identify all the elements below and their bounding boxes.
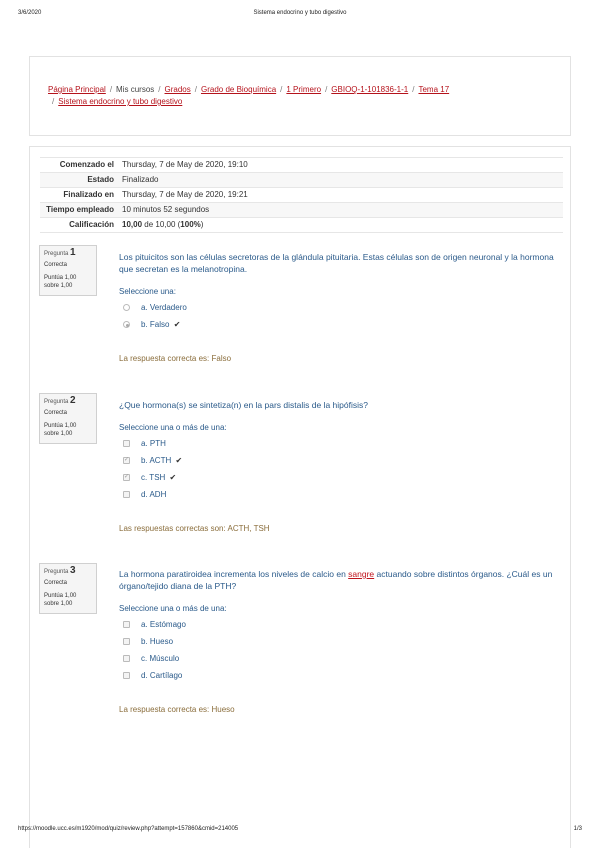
breadcrumb-home-link[interactable]: Página Principal [48, 85, 106, 94]
checkbox[interactable] [123, 457, 130, 464]
option-label: b. Falso [141, 320, 170, 329]
checkbox[interactable] [123, 672, 130, 679]
answer-option[interactable] [119, 455, 559, 472]
right-answer: Las respuestas correctas son: ACTH, TSH [119, 524, 270, 533]
grade-close: ) [200, 220, 204, 229]
checkbox[interactable] [123, 474, 130, 481]
answer-option[interactable] [119, 302, 559, 319]
answer-option[interactable] [119, 319, 559, 336]
breadcrumb-separator: / [412, 85, 415, 94]
checkbox[interactable] [123, 655, 130, 662]
quiz-review-panel [29, 146, 571, 848]
right-answer: La respuesta correcta es: Falso [119, 354, 232, 363]
breadcrumb-degree-link[interactable]: Grado de Bioquímica [200, 85, 277, 94]
option-label: a. PTH [141, 439, 166, 448]
question-label: Pregunta [44, 251, 69, 257]
question-mark: Puntúa 1,00 sobre 1,00 [44, 593, 77, 607]
print-date: 3/6/2020 [18, 10, 42, 16]
question-prompt: Seleccione una o más de una: [119, 604, 227, 613]
summary-row-finished [40, 188, 563, 203]
grade-score: 10,00 [122, 220, 143, 229]
summary-row-time [40, 203, 563, 218]
correct-check-icon: ✔ [169, 473, 177, 482]
question-content-1 [119, 251, 559, 363]
breadcrumb-separator: / [194, 85, 197, 94]
breadcrumb-panel [29, 56, 571, 136]
question-label: Pregunta [44, 399, 69, 405]
question-prompt: Seleccione una o más de una: [119, 423, 227, 432]
question-mark: Puntúa 1,00 sobre 1,00 [44, 275, 77, 289]
breadcrumb-grades-link[interactable]: Grados [164, 85, 191, 94]
summary-value: Thursday, 7 de May de 2020, 19:10 [118, 158, 563, 173]
highlighted-word: sangre [348, 569, 375, 579]
breadcrumb-course-link[interactable]: GBIOQ-1-101836-1-1 [331, 85, 409, 94]
checkbox[interactable] [123, 491, 130, 498]
radio-button[interactable] [123, 304, 130, 311]
answer-options [119, 619, 559, 687]
summary-row-grade [40, 218, 563, 233]
option-label: c. TSH [141, 473, 166, 482]
question-state: Correcta [44, 580, 68, 586]
answer-option[interactable] [119, 636, 559, 653]
option-label: a. Verdadero [141, 303, 187, 312]
question-text: ¿Que hormona(s) se sintetiza(n) en la pars distalis de la hipófisis? [119, 400, 368, 410]
option-label: d. Cartílago [141, 671, 183, 680]
summary-value: 10 minutos 52 segundos [118, 203, 563, 218]
answer-option[interactable] [119, 619, 559, 636]
print-header [18, 10, 582, 20]
right-answer: La respuesta correcta es: Hueso [119, 705, 235, 714]
question-info-3 [39, 563, 97, 614]
answer-option[interactable] [119, 472, 559, 489]
breadcrumb-separator: / [52, 97, 55, 106]
question-info-1 [39, 245, 97, 296]
correct-check-icon: ✔ [173, 320, 181, 329]
correct-check-icon: ✔ [175, 456, 183, 465]
answer-option[interactable] [119, 653, 559, 670]
checkbox[interactable] [123, 440, 130, 447]
answer-option[interactable] [119, 670, 559, 687]
question-state: Correcta [44, 262, 68, 268]
summary-value: Thursday, 7 de May de 2020, 19:21 [118, 188, 563, 203]
breadcrumb-year-link[interactable]: 1 Primero [286, 85, 322, 94]
summary-value [118, 218, 563, 233]
option-label: d. ADH [141, 490, 167, 499]
summary-label: Comenzado el [40, 158, 118, 173]
answer-options [119, 438, 559, 506]
summary-label: Estado [40, 173, 118, 188]
question-content-2 [119, 399, 559, 533]
breadcrumb-separator: / [109, 85, 113, 94]
breadcrumb-my-courses: Mis cursos [116, 85, 155, 94]
question-number: 3 [70, 565, 76, 576]
grade-of: de 10,00 ( [144, 220, 181, 229]
question-text [119, 568, 559, 592]
grade-percent: 100% [180, 220, 201, 229]
summary-row-started [40, 158, 563, 173]
breadcrumb [48, 84, 548, 108]
breadcrumb-separator: / [158, 85, 161, 94]
checkbox[interactable] [123, 638, 130, 645]
option-label: c. Músculo [141, 654, 180, 663]
option-label: b. ACTH [141, 456, 172, 465]
option-label: a. Estómago [141, 620, 186, 629]
question-state: Correcta [44, 410, 68, 416]
question-label: Pregunta [44, 569, 69, 575]
question-number: 2 [70, 395, 76, 406]
print-page-number: 1/3 [573, 826, 582, 832]
question-number: 1 [70, 247, 76, 258]
answer-options [119, 302, 559, 336]
print-url: https://moodle.ucc.es/m1920/mod/quiz/review.php?attempt=157860&cmid=214005 [18, 826, 239, 832]
breadcrumb-topic-link[interactable]: Tema 17 [418, 85, 450, 94]
answer-option[interactable] [119, 438, 559, 455]
breadcrumb-separator: / [325, 85, 328, 94]
question-info-2 [39, 393, 97, 444]
answer-option[interactable] [119, 489, 559, 506]
summary-value: Finalizado [118, 173, 563, 188]
question-text-part: La hormona paratiroidea incrementa los niveles de calcio en [119, 569, 349, 579]
summary-row-state [40, 173, 563, 188]
summary-label: Tiempo empleado [40, 203, 118, 218]
print-title: Sistema endocrino y tubo digestivo [253, 10, 347, 16]
print-footer [18, 826, 582, 836]
question-text: Los pituicitos son las células secretoras de la glándula pituitaria. Estas células son de origen neuronal y la hormona que secretan es la melanotropina. [119, 252, 554, 274]
attempt-summary-table [40, 157, 563, 233]
question-prompt: Seleccione una: [119, 287, 176, 296]
checkbox[interactable] [123, 621, 130, 628]
breadcrumb-separator: / [280, 85, 283, 94]
radio-button[interactable] [123, 321, 130, 328]
question-text-part: actuando sobre distintos órganos. ¿Cuál es un órgano/tejido diana de la PTH? [119, 569, 553, 591]
question-content-3 [119, 568, 559, 714]
question-mark: Puntúa 1,00 sobre 1,00 [44, 423, 77, 437]
summary-label: Finalizado en [40, 188, 118, 203]
option-label: b. Hueso [141, 637, 174, 646]
summary-label: Calificación [40, 218, 118, 233]
breadcrumb-quiz-link[interactable]: Sistema endocrino y tubo digestivo [58, 97, 183, 106]
